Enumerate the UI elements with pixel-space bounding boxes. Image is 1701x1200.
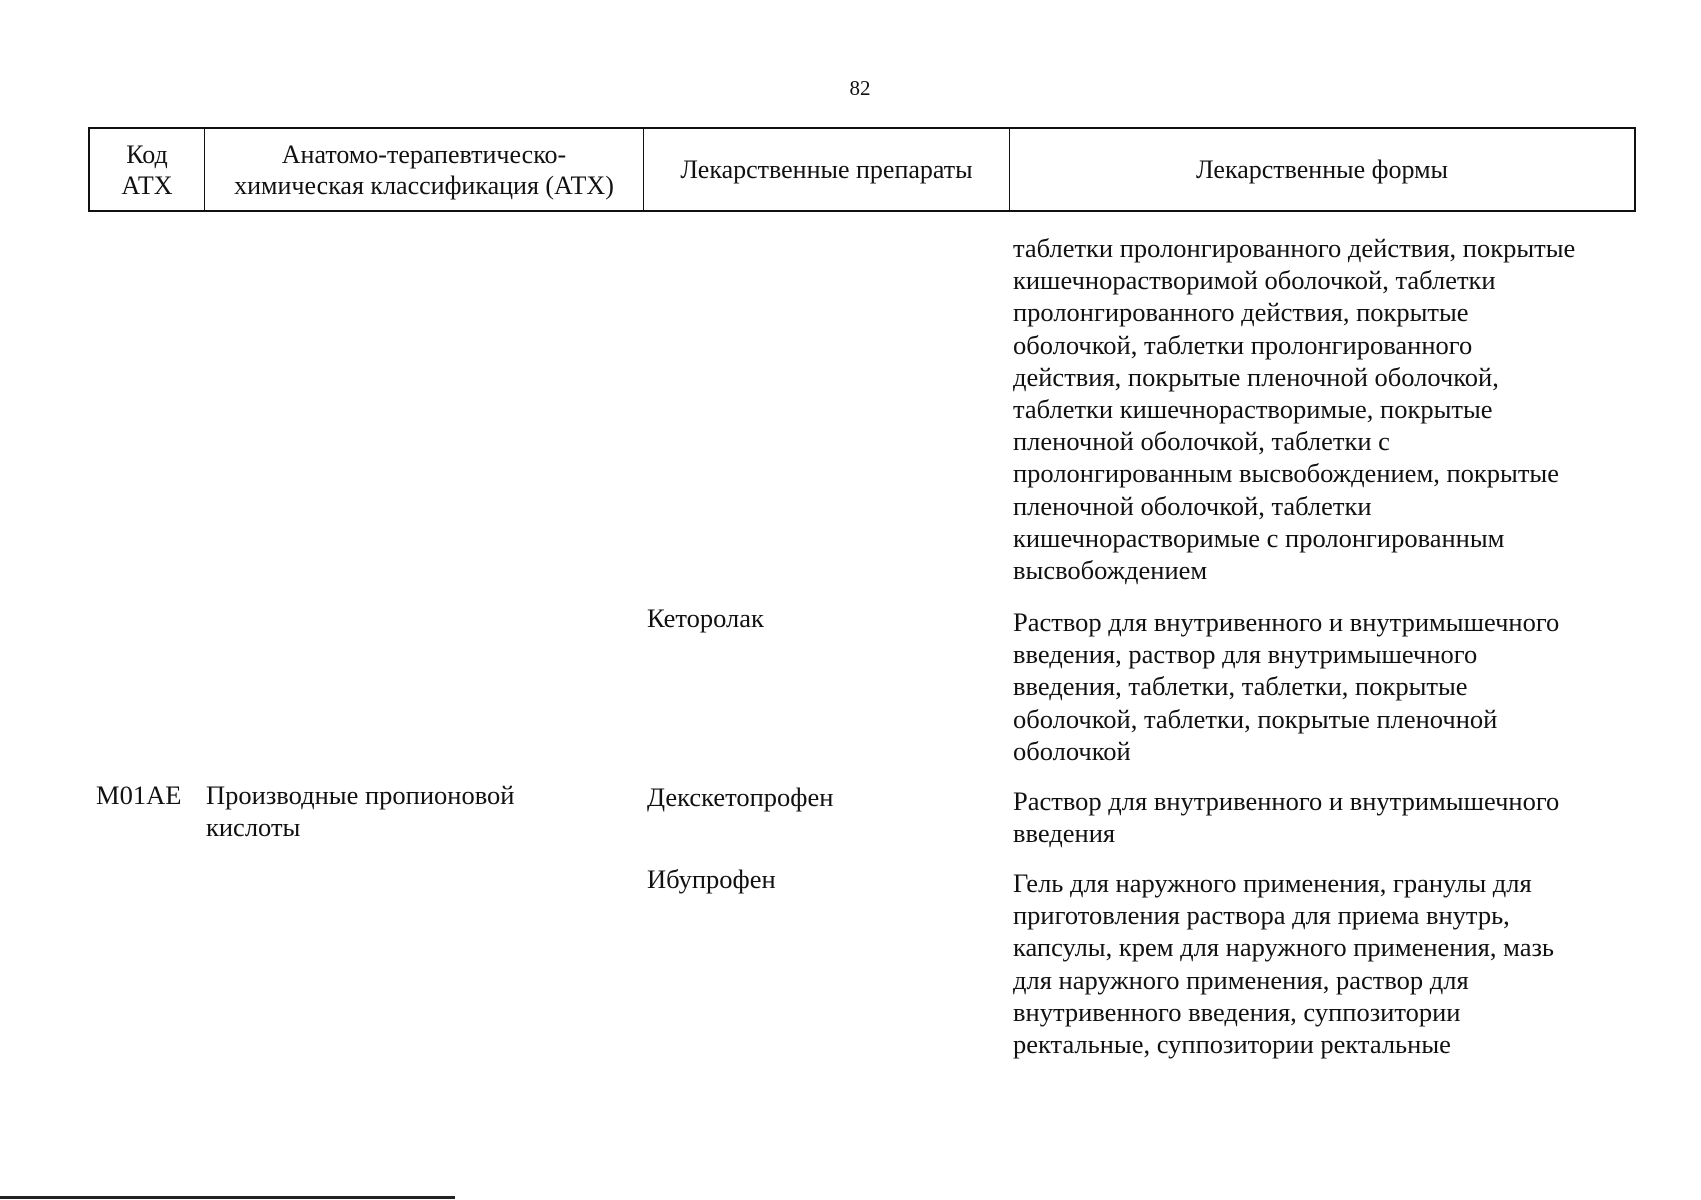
header-classification [205,129,644,210]
table-row-1-drug: Кеторолак [647,603,764,633]
table-row-3-drug: Ибупрофен [647,864,776,894]
table-row-2-forms: Раствор для внутривенного и внутримышечного введения [1013,786,1560,849]
header-drugs-label: Лекарственные препараты [680,155,973,184]
header-forms-label: Лекарственные формы [1195,155,1449,184]
table-header [88,127,1636,212]
header-code-label: Код АТХ [121,139,173,200]
table-row-2-group: Производные пропионовой кислоты [206,780,515,843]
table-row-2-drug: Декскетопрофен [647,782,834,812]
header-code [90,129,205,210]
header-classification-label: Анатомо-терапевтическо- химическая классификация (АТХ) [234,139,614,200]
table-row-3-forms: Гель для наружного применения, гранулы для приготовления раствора для приема внутрь, капсулы, крем для наружного применения, мазь для наружного применения, раствор для внутривенного введения, суппозитории ректальные, суппозитории ректальные [1013,868,1555,1060]
header-drugs [644,129,1010,210]
page-number: 82 [849,76,871,100]
page-bottom-rule [0,1196,455,1199]
header-forms [1010,129,1634,210]
table-row-0-forms: таблетки пролонгированного действия, покрытые кишечнорастворимой оболочкой, таблетки пролонгированного действия, покрытые оболочкой, таблетки пролонгированного действия, покрытые пленочной оболочкой, таблетки кишечнорастворимые, покрытые пленочной оболочкой, таблетки с пролонгированным высвобождением, покрытые пленочной оболочкой, таблетки кишечнорастворимые с пролонгированным высвобождением [1013,233,1576,586]
table-row-2-code: М01АЕ [96,780,182,810]
table-row-1-forms: Раствор для внутривенного и внутримышечного введения, раствор для внутримышечного введения, таблетки, таблетки, покрытые оболочкой, таблетки, покрытые пленочной оболочкой [1013,607,1560,766]
